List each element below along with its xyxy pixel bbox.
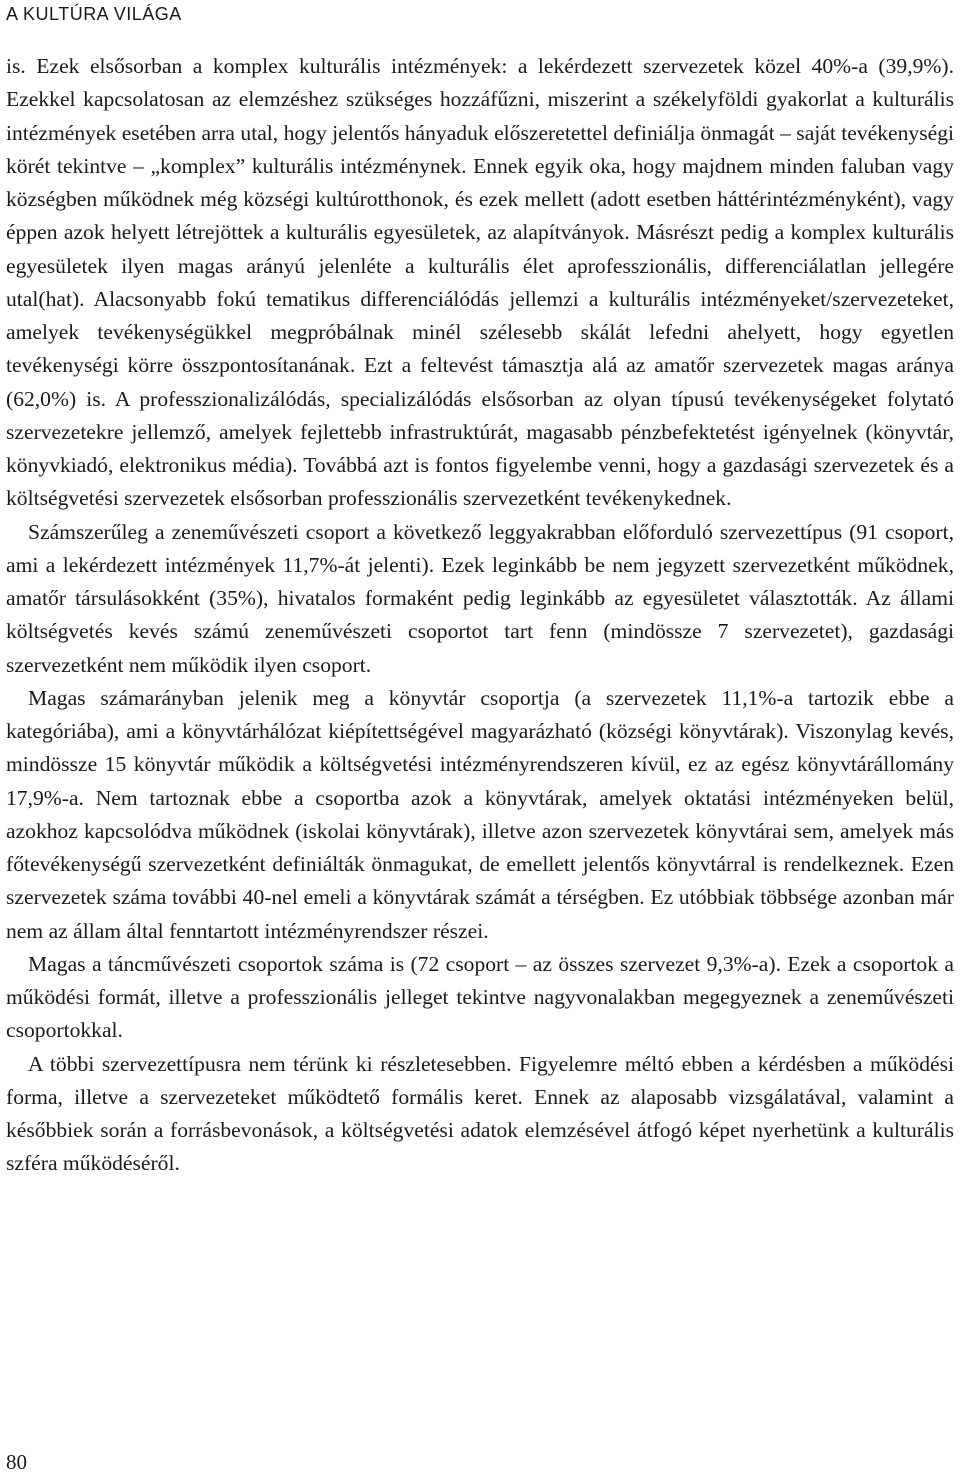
paragraph-5: A többi szervezettípusra nem térünk ki részletesebben. Figyelemre méltó ebben a kérdésben a működési forma, illetve a szervezeteket működtető formális keret. Ennek az alaposabb vizsgálatával, valamint a későbbiek során a forrásbevonások, a költségvetési adatok elemzésével átfogó képet nyerhetünk a kulturális szféra működéséről. [6,1051,954,1176]
paragraph-1: is. Ezek elsősorban a komplex kulturális intézmények: a lekérdezett szervezetek közel 40%-a (39,9%). Ezekkel kapcsolatosan az elemzéshez szükséges hozzáfűzni, miszerint a székelyföldi gyakorlat a kulturális intézmények esetében arra utal, hogy jelentős hányaduk előszeretettel definiálja önmagát – saját tevékenységi körét tekintve – „komplex” kulturális intézménynek. Ennek egyik oka, hogy majdnem minden faluban vagy községben működnek még községi kultúrotthonok, és ezek mellett (adott esetben háttérintézményként), vagy éppen azok helyett létrejöttek a kulturális egyesületek, az alapítványok. Másrészt pedig a komplex kulturális egyesületek ilyen magas arányú jelenléte a kulturális élet aprofesszionális, differenciálatlan jellegére utal(hat). Alacsonyabb fokú tematikus differenciálódás jellemzi a kulturális intézményeket/szervezeteket, amelyek tevékenységükkel megpróbálnak minél szélesebb skálát lefedni ahelyett, hogy egyetlen tevékenységi körre összpontosítanának. Ezt a feltevést támasztja alá az amatőr szervezetek magas aránya (62,0%) is. A professzionalizálódás, specializálódás elsősorban az olyan típusú tevékenységeket folytató szervezetekre jellemző, amelyek fejlettebb infrastruktúrát, magasabb pénzbefektetést igényelnek (könyvtár, könyvkiadó, elektronikus média). Továbbá azt is fontos figyelembe venni, hogy a gazdasági szervezetek és a költségvetési szervezetek elsősorban professzionális szervezetként tevékenykednek. [6,54,954,511]
page-number: 80 [6,1450,27,1474]
running-head: A KULTÚRA VILÁGA [6,4,182,24]
paragraph-3: Magas számarányban jelenik meg a könyvtár csoportja (a szervezetek 11,1%-a tartozik ebbe a kategóriába), ami a könyvtárhálózat kiépítettségével magyarázható (községi könyvtárak). Viszonylag kevés, mindössze 15 könyvtár működik a költségvetési intézményrendszeren kívül, ez az egész könyvtárállomány 17,9%-a. Nem tartoznak ebbe a csoportba azok a könyvtárak, amelyek oktatási intézményeken belül, azokhoz kapcsolódva működnek (iskolai könyvtárak), illetve azon szervezetek könyvtárai sem, amelyek más főtevékenységű szervezetként definiálták önmagukat, de emellett jelentős könyvtárral is rendelkeznek. Ezen szervezetek száma további 40-nel emeli a könyvtárak számát a térségben. Ez utóbbiak többsége azonban már nem az állam által fenntartott intézményrendszer részei. [6,685,954,943]
paragraph-2: Számszerűleg a zeneművészeti csoport a következő leggyakrabban előforduló szervezettípus (91 csoport, ami a lekérdezett intézmények 11,7%-át jelenti). Ezek leginkább be nem jegyzett szervezetként működnek, amatőr társulásokként (35%), hivatalos formaként pedig leginkább az egyesületet választották. Az állami költségvetés kevés számú zeneművészeti csoportot tart fenn (mindössze 7 szervezetet), gazdasági szervezetként nem működik ilyen csoport. [6,519,954,677]
body-text [6,50,954,1181]
paragraph-4: Magas a táncművészeti csoportok száma is (72 csoport – az összes szervezet 9,3%-a). Ezek a csoportok a működési formát, illetve a professzionális jelleget tekintve nagyvonalakban megegyeznek a zeneművészeti csoportokkal. [6,951,954,1043]
